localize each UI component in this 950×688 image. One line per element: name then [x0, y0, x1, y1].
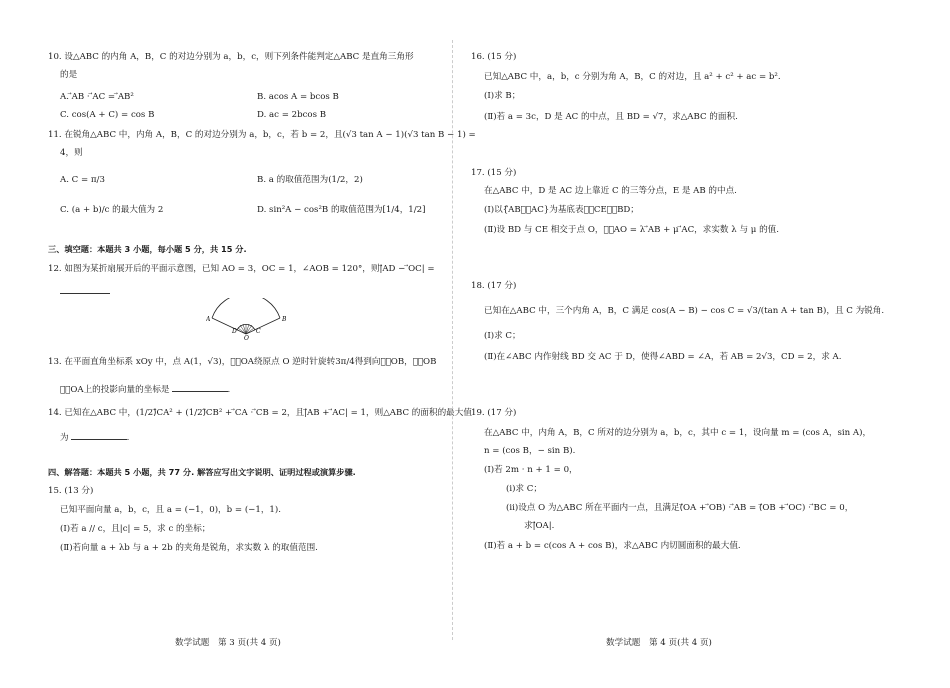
fig-label-c: C: [256, 328, 261, 335]
q10-stem-cont: 的是: [60, 70, 78, 80]
q19-header: 19. (17 分): [471, 408, 517, 418]
page-4-footer: 数学试题 第 4 页(共 4 页): [606, 638, 712, 648]
q19-part-1-i: (ⅰ)求 C；: [506, 484, 542, 494]
section-four-heading: 四、解答题：本题共 5 小题，共 77 分. 解答应写出文字说明、证明过程或演算步骤.: [48, 467, 356, 477]
q10-stem: 10. 设△ABC 的内角 A，B，C 的对边分别为 a，b，c，则下列条件能判定△ABC 是直角三角形: [48, 52, 414, 62]
q13-stem: 13. 在平面直角坐标系 xOy 中，点 A(1，√3)，将⃗OA绕原点 O 逆时针旋转3π/4得到向量⃗OB，则⃗OB: [48, 357, 437, 367]
q16-header: 16. (15 分): [471, 52, 517, 62]
q19-part-1-ii-cont: 求|⃗OA|.: [524, 521, 555, 531]
q10-option-b: B. acos A = bcos B: [257, 92, 339, 102]
q19-part-2: (Ⅱ)若 a + b = c(cos A + cos B)，求△ABC 内切圆面积的最大值.: [484, 541, 741, 551]
q14-stem-cont: 为 .: [60, 430, 129, 444]
q18-part-1: (Ⅰ)求 C；: [484, 331, 521, 341]
q11-option-c: C. (a + b)/c 的最大值为 2: [60, 205, 164, 215]
section-three-heading: 三、填空题：本题共 3 小题，每小题 5 分，共 15 分.: [48, 244, 247, 254]
q16-part-1: (Ⅰ)求 B；: [484, 91, 521, 101]
page-divider: [452, 40, 453, 640]
q11-option-b: B. a 的取值范围为(1/2，2): [257, 175, 363, 185]
fig-label-d: D: [232, 328, 237, 335]
q14-stem: 14. 已知在△ABC 中，(1/2)⃗CA² + (1/2)⃗CB² + ⃗CA · ⃗CB = 2，且|⃗AB + ⃗AC| = 1，则△ABC 的面积的最大值: [48, 408, 472, 418]
q15-part-1: (Ⅰ)若 a // c，且|c| = 5，求 c 的坐标；: [60, 524, 211, 534]
q12-answer-blank: [60, 284, 110, 298]
q10-option-d: D. ac = 2bcos B: [257, 110, 327, 120]
q16-part-2: (Ⅱ)若 a = 3c，D 是 AC 的中点，且 BD = √7，求△ABC 的面积.: [484, 112, 738, 122]
q15-stem: 已知平面向量 a，b，c，且 a = (−1，0)，b = (−1，1).: [60, 505, 281, 515]
q19-part-1: (Ⅰ)若 2m · n + 1 = 0，: [484, 465, 578, 475]
q19-stem-cont: n = (cos B，− sin B).: [484, 446, 576, 456]
q11-option-d: D. sin²A − cos²B 的取值范围为[1/4，1/2]: [257, 205, 426, 215]
q10-option-c: C. cos(A + C) = cos B: [60, 110, 155, 120]
q17-part-1: (Ⅰ)以{⃗AB，⃗AC}为基底表示⃗CE，⃗BD；: [484, 205, 639, 215]
q10-option-a: A. ⃗AB · ⃗AC = ⃗AB²: [60, 92, 134, 102]
page-3-footer: 数学试题 第 3 页(共 4 页): [175, 638, 281, 648]
q13-stem-cont: 在⃗OA上的投影向量的坐标是 .: [60, 382, 230, 396]
q15-header: 15. (13 分): [48, 486, 94, 496]
q18-header: 18. (17 分): [471, 281, 517, 291]
q17-header: 17. (15 分): [471, 168, 517, 178]
q11-stem-cont: 4，则: [60, 148, 83, 158]
folding-fan-figure: [206, 298, 286, 340]
q18-part-2: (Ⅱ)在∠ABC 内作射线 BD 交 AC 于 D，使得∠ABD = ∠A，若 AB = 2√3，CD = 2，求 A.: [484, 352, 842, 362]
q11-option-a: A. C = π/3: [60, 175, 105, 185]
q17-part-2: (Ⅱ)设 BD 与 CE 相交于点 O，若⃗AO = λ ⃗AB + μ ⃗AC，求实数 λ 与 μ 的值.: [484, 225, 779, 235]
q19-stem: 在△ABC 中，内角 A，B，C 所对的边分别为 a，b，c，其中 c = 1，设向量 m = (cos A，sin A)，: [484, 428, 872, 438]
fig-label-b: B: [282, 316, 286, 323]
q19-part-1-ii: (ⅱ)设点 O 为△ABC 所在平面内一点，且满足(⃗OA + ⃗OB) · ⃗AB = (⃗OB + ⃗OC) · ⃗BC = 0，: [506, 503, 854, 513]
q11-stem: 11. 在锐角△ABC 中，内角 A，B，C 的对边分别为 a，b，c，若 b = 2，且(√3 tan A − 1)(√3 tan B − 1) =: [48, 130, 476, 140]
q15-part-2: (Ⅱ)若向量 a + λb 与 a + 2b 的夹角是锐角，求实数 λ 的取值范围.: [60, 543, 318, 553]
q16-stem: 已知△ABC 中，a，b，c 分别为角 A，B，C 的对边，且 a² + c² + ac = b².: [484, 72, 781, 82]
fig-label-o: O: [244, 335, 249, 340]
q17-stem: 在△ABC 中，D 是 AC 边上靠近 C 的三等分点，E 是 AB 的中点.: [484, 186, 737, 196]
q18-stem: 已知在△ABC 中，三个内角 A，B，C 满足 cos(A − B) − cos C = √3/(tan A + tan B)，且 C 为锐角.: [484, 306, 885, 316]
q12-stem: 12. 如图为某折扇展开后的平面示意图，已知 AO = 3，OC = 1，∠AOB = 120°，则|⃗AD − ⃗OC| =: [48, 264, 435, 274]
fig-label-a: A: [206, 316, 211, 323]
